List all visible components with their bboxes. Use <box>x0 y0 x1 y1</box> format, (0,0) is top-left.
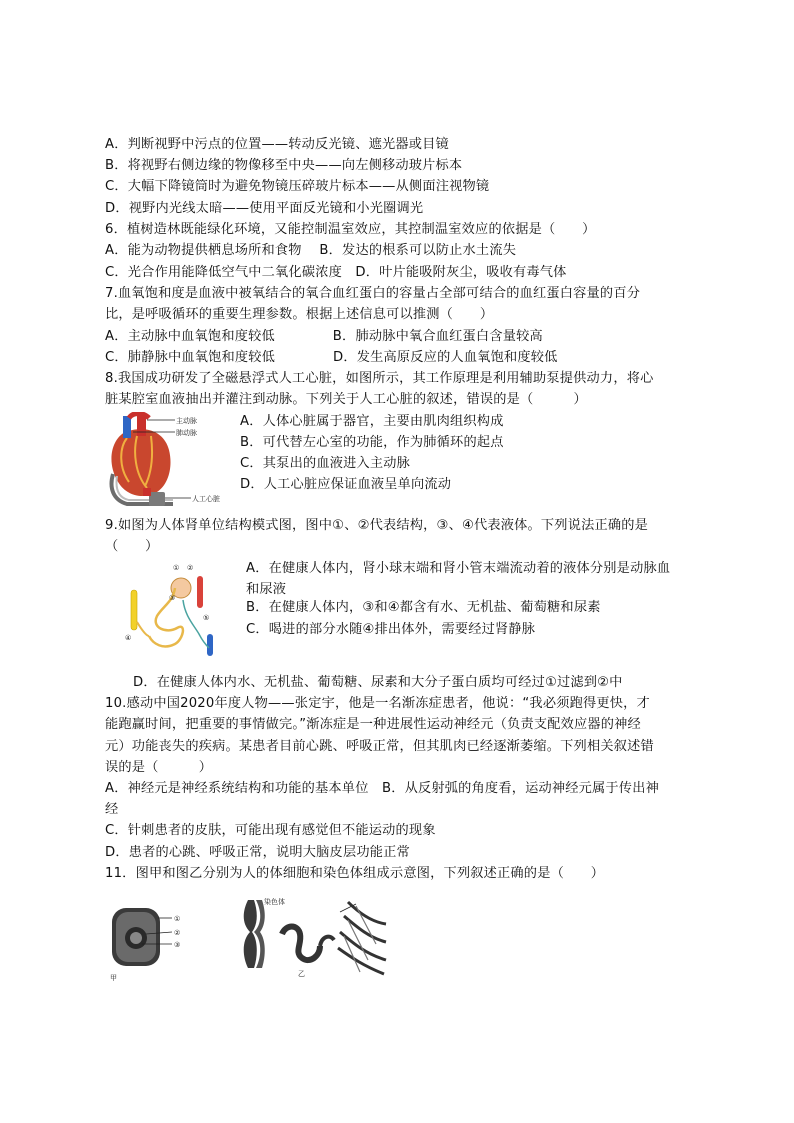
q8-option-d: D．人工心脏应保证血液呈单向流动 <box>240 477 452 492</box>
q5-option-a: A．判断视野中污点的位置——转动反光镜、遮光器或目镜 <box>105 137 449 152</box>
q6-options-ab: A．能为动物提供栖息场所和食物 B．发达的根系可以防止水土流失 <box>105 243 517 258</box>
q9-stem-line1: 9.如图为人体肾单位结构模式图，图中①、②代表结构，③、④代表液体。下列说法正确的是 <box>105 518 649 533</box>
dna-coil-shape <box>282 927 320 961</box>
q7-options-ab: A．主动脉中血氧饱和度较低 B．肺动脉中氧合血红蛋白含量较高 <box>105 329 543 344</box>
nephron-figure <box>123 562 229 660</box>
label-4: ④ <box>125 634 132 642</box>
q9-option-a-line2: 和尿液 <box>246 582 287 597</box>
vein-shape <box>207 634 213 656</box>
q8-stem-line2: 脏某腔室血液抽出并灌注到动脉。下列关于人工心脏的叙述，错误的是（ ） <box>105 392 587 407</box>
q9-option-c: C．喝进的部分水随④排出体外，需要经过肾静脉 <box>246 622 536 637</box>
q10-stem-line1: 10.感动中国2020年度人物——张定宇，他是一名渐冻症患者，他说：“我必须跑得更快，才 <box>105 696 650 711</box>
q10-options-ab: A．神经元是神经系统结构和功能的基本单位 B．从反射弧的角度看，运动神经元属于传出神 <box>105 781 659 796</box>
pump-device <box>149 492 165 506</box>
dna-coil-end <box>320 937 334 946</box>
q8-option-a: A．人体心脏属于器官，主要由肌肉组织构成 <box>240 414 504 429</box>
label-5: ⑤ <box>203 614 210 622</box>
chromosome-figure <box>236 894 392 978</box>
aorta-label: 主动脉 <box>176 417 197 425</box>
q11-stem: 11．图甲和图乙分别为人的体细胞和染色体组成示意图，下列叙述正确的是（ ） <box>105 866 605 881</box>
q10-option-d: D．患者的心跳、呼吸正常，说明大脑皮层功能正常 <box>105 845 410 860</box>
body-cell-figure <box>108 904 194 982</box>
nucleolus-shape <box>130 932 142 944</box>
q10-stem-line4: 误的是（ ） <box>105 760 213 775</box>
heart-shape <box>111 429 170 496</box>
q10-stem-line3: 元）功能丧失的疾病。某患者目前心跳、呼吸正常，但其肌肉已经逐渐萎缩。下列相关叙述错 <box>105 739 654 754</box>
collecting-duct-shape <box>131 590 137 630</box>
label-1: ① <box>173 564 180 572</box>
figure-yi-label: 乙 <box>298 970 305 978</box>
q9-option-d: D．在健康人体内水、无机盐、葡萄糖、尿素和大分子蛋白质均可经过①过滤到②中 <box>133 675 623 690</box>
q6-stem: 6．植树造林既能绿化环境，又能控制温室效应，其控制温室效应的依据是（ ） <box>105 222 596 237</box>
pulmonary-trunk-shape <box>123 416 131 438</box>
q8-option-b: B．可代替左心室的功能，作为肺循环的起点 <box>240 435 504 450</box>
q5-option-c: C．大幅下降镜筒时为避免物镜压碎玻片标本——从侧面注视物镜 <box>105 179 490 194</box>
artificial-heart-figure <box>103 412 235 508</box>
capillary-shape <box>183 600 209 648</box>
cell-label-2: ② <box>174 929 181 937</box>
pump-connector <box>143 488 151 496</box>
q7-stem-line1: 7.血氧饱和度是血液中被氧结合的氧合血红蛋白的容量占全部可结合的血红蛋白容量的百分 <box>105 286 641 301</box>
label-3: ③ <box>169 594 176 602</box>
q7-options-cd: C．肺静脉中血氧饱和度较低 D．发生高原反应的人血氧饱和度较低 <box>105 350 558 365</box>
q5-option-b: B．将视野右侧边缘的物像移至中央——向左侧移动玻片标本 <box>105 158 463 173</box>
q9-stem-line2: （ ） <box>105 539 159 554</box>
q8-stem-line1: 8.我国成功研发了全磁悬浮式人工心脏，如图所示，其工作原理是利用辅助泵提供动力，将心 <box>105 371 654 386</box>
figure-jia-label: 甲 <box>110 974 117 982</box>
duct-join-shape <box>137 622 149 636</box>
chromosome-label: 染色体 <box>264 898 285 906</box>
artery-shape <box>197 576 203 608</box>
q9-option-b: B．在健康人体内，③和④都含有水、无机盐、葡萄糖和尿素 <box>246 600 601 615</box>
label-2: ② <box>187 564 194 572</box>
q8-option-c: C．其泵出的血液进入主动脉 <box>240 456 411 471</box>
chromosome-shape <box>244 900 257 968</box>
cell-label-3: ③ <box>174 941 181 949</box>
q5-option-d: D．视野内光线太暗——使用平面反光镜和小光圈调光 <box>105 201 424 216</box>
q10-option-c: C．针刺患者的皮肤，可能出现有感觉但不能运动的现象 <box>105 823 436 838</box>
q10-stem-line2: 能跑赢时间，把重要的事情做完。”渐冻症是一种进展性运动神经元（负责支配效应器的神经 <box>105 717 641 732</box>
artificial-heart-label: 人工心脏 <box>192 495 220 503</box>
q7-stem-line2: 比，是呼吸循环的重要生理参数。根据上述信息可以推测（ ） <box>105 307 494 322</box>
q6-options-cd: C．光合作用能降低空气中二氧化碳浓度 D．叶片能吸附灰尘，吸收有毒气体 <box>105 265 567 280</box>
pulmonary-label: 肺动脉 <box>176 429 197 437</box>
q9-option-a-line1: A．在健康人体内，肾小球末端和肾小管末端流动着的液体分别是动脉血 <box>246 561 671 576</box>
cell-label-1: ① <box>174 915 181 923</box>
q10-option-b-cont: 经 <box>105 802 119 817</box>
